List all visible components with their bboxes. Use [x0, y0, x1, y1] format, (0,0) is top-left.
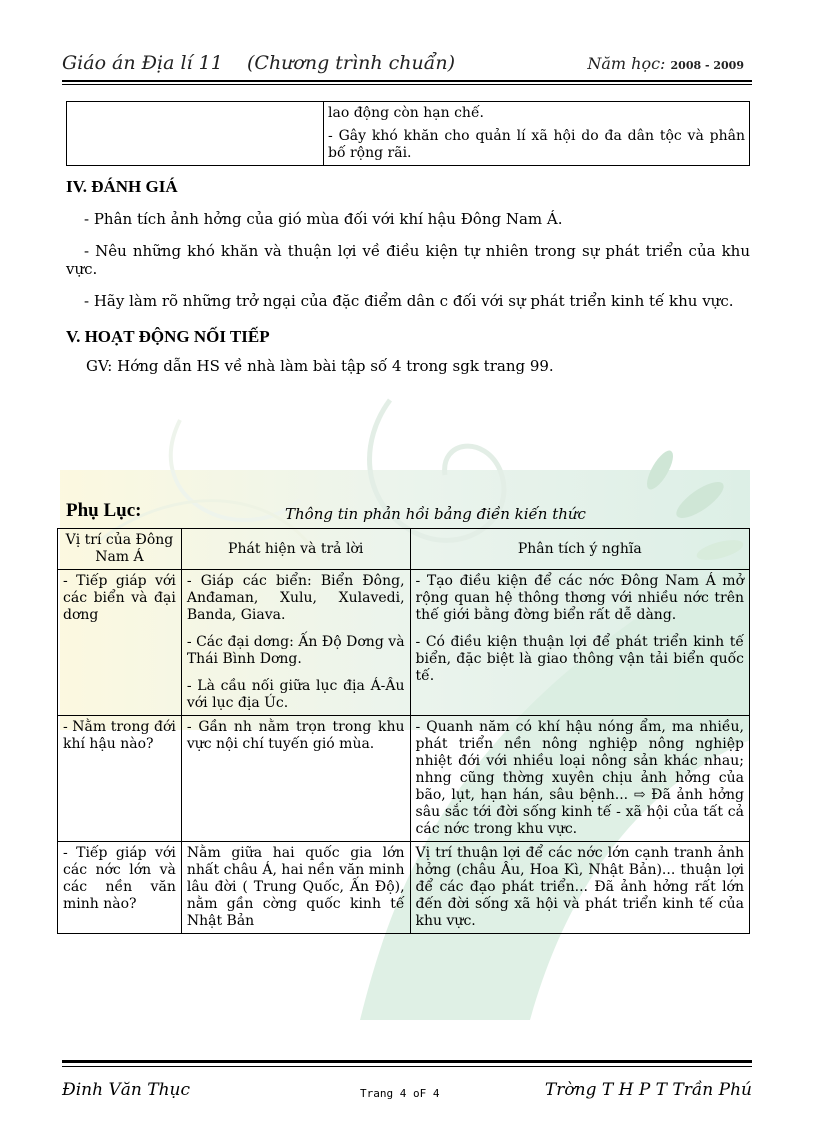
header-year: 2008 - 2009 — [670, 59, 744, 72]
position-cell — [58, 842, 182, 934]
evaluation-item: - Nêu những khó khăn và thuận lợi về điều kiện tự nhiên trong sự phát triển của khu vực. — [66, 242, 750, 278]
finding-text: - Là cầu nối giữa lục địa Á-Âu với lục địa Úc. — [186, 678, 405, 711]
header-subject: Giáo án Địa lí 11 — [62, 52, 223, 74]
position-cell — [58, 716, 182, 842]
followup-text: GV: Hớng dẫn HS về nhà làm bài tập số 4 trong sgk trang 99. — [86, 357, 554, 375]
finding-text: Nằm giữa hai quốc gia lớn nhất châu Á, hai nền văn minh lâu đời ( Trung Quốc, Ấn Độ), nằm gần cờng quốc kinh tế Nhật Bản — [186, 845, 405, 929]
page-number: Trang 4 oF 4 — [360, 1087, 440, 1100]
footer-school: Trờng T H P T Trần Phú — [544, 1080, 752, 1100]
footer-rule-thin — [62, 1066, 752, 1067]
evaluation-item: - Phân tích ảnh hởng của gió mùa đối với khí hậu Đông Nam Á. — [84, 210, 563, 228]
column-header: Phân tích ý nghĩa — [410, 529, 749, 570]
meaning-text: - Có điều kiện thuận lợi để phát triển kinh tế biển, đặc biệt là giao thông vận tải biển quốc tế. — [415, 634, 744, 684]
finding-text: - Giáp các biển: Biển Đông, Anđaman, Xulu, Xulavedi, Banda, Giava. — [186, 573, 405, 623]
column-header: Phát hiện và trả lời — [181, 529, 410, 570]
position-text: - Tiếp giáp với các nớc lớn và các nền văn minh nào? — [63, 845, 176, 912]
evaluation-item: - Hãy làm rõ những trở ngại của đặc điểm dân c đối với sự phát triển kinh tế khu vực. — [84, 292, 734, 310]
appendix-title: Phụ Lục: — [66, 500, 142, 521]
position-text: - Tiếp giáp với các biển và đại dơng — [63, 573, 176, 623]
meaning-cell — [410, 716, 749, 842]
position-cell — [58, 570, 182, 716]
table-header-row — [58, 529, 750, 570]
meaning-text: - Tạo điều kiện để các nớc Đông Nam Á mở rộng quan hệ thông thơng với nhiều nớc trên thế giới bằng đờng biển rất dễ dàng. — [415, 573, 744, 623]
page-footer — [62, 1080, 752, 1104]
meaning-text: Vị trí thuận lợi để các nớc lớn cạnh tranh ảnh hởng (châu Âu, Hoa Kì, Nhật Bản)... thuận lợi để các đạo phát triển... Đã ảnh hởng rất lớn đến đời sống xã hội và phát triển kinh tế của khu vực. — [415, 845, 744, 929]
header-rule-thin — [62, 84, 752, 85]
footer-author: Đinh Văn Thục — [62, 1080, 190, 1100]
position-text: - Nằm trong đới khí hậu nào? — [63, 719, 176, 752]
appendix-subtitle: Thông tin phản hồi bảng điền kiến thức — [285, 505, 586, 523]
meaning-text: - Quanh năm có khí hậu nóng ẩm, ma nhiều, phát triển nền nông nghiệp nông nghiệp nhiệt đới với nhiều loại nông sản khác nhau; nhng cũng thờng xuyên chịu ảnh hởng của bão, lụt, hạn hán, sâu bệnh... ⇨ Đã ảnh hởng sâu sắc tới đời sống kinh tế - xã hội của tất cả các nớc trong khu vực. — [415, 719, 744, 837]
header-left — [62, 52, 455, 74]
footer-rule — [62, 1060, 752, 1063]
finding-text: - Các đại dơng: Ấn Độ Dơng và Thái Bình Dơng. — [186, 634, 405, 667]
header-right — [587, 54, 744, 73]
column-header: Vị trí của Đông Nam Á — [58, 529, 182, 570]
findings-cell — [181, 842, 410, 934]
table-cell-empty — [67, 102, 324, 166]
table-row — [58, 716, 750, 842]
section-heading-4: IV. ĐÁNH GIÁ — [66, 177, 178, 196]
header-rule — [62, 80, 752, 82]
continuation-line: lao động còn hạn chế. — [328, 105, 485, 121]
finding-text: - Gần nh nằm trọn trong khu vực nội chí tuyến gió mùa. — [186, 719, 405, 752]
continuation-table — [66, 101, 750, 166]
findings-cell — [181, 570, 410, 716]
table-row — [58, 570, 750, 716]
header-program: (Chương trình chuẩn) — [247, 52, 456, 74]
page-header — [62, 50, 752, 78]
meaning-cell — [410, 570, 749, 716]
appendix-table — [57, 528, 750, 934]
meaning-cell — [410, 842, 749, 934]
findings-cell — [181, 716, 410, 842]
continuation-line: - Gây khó khăn cho quản lí xã hội do đa dân tộc và phân bố rộng rãi. — [328, 128, 745, 161]
table-row — [58, 842, 750, 934]
table-row — [67, 102, 750, 166]
section-heading-5: V. HOẠT ĐỘNG NỐI TIẾP — [66, 327, 270, 346]
table-cell — [324, 102, 750, 166]
header-year-label: Năm học: — [587, 54, 666, 73]
